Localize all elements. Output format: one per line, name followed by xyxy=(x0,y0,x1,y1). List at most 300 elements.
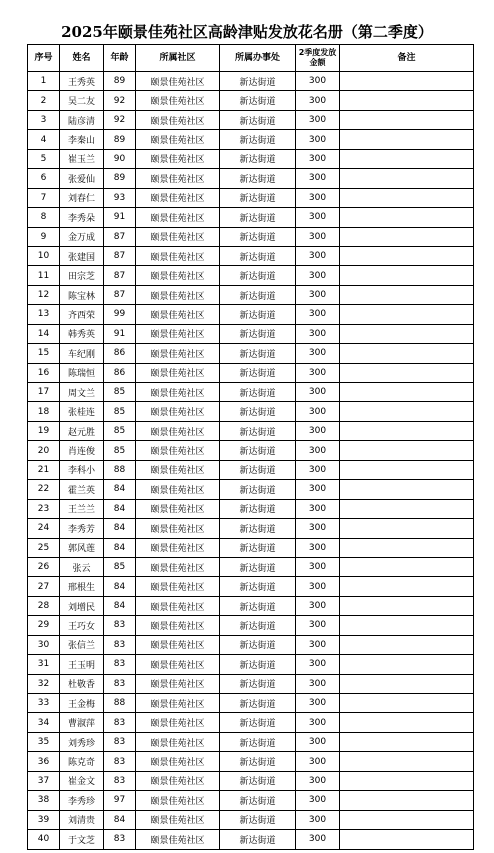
cell-name: 刘增民 xyxy=(60,596,104,615)
cell-serial-number: 8 xyxy=(28,208,60,227)
cell-office: 新达街道 xyxy=(220,383,296,402)
table-row xyxy=(28,169,474,188)
cell-remarks xyxy=(340,752,474,771)
cell-name: 李秦山 xyxy=(60,130,104,149)
cell-age: 89 xyxy=(104,130,136,149)
cell-amount: 300 xyxy=(296,130,340,149)
cell-name: 齐西荣 xyxy=(60,305,104,324)
table-row xyxy=(28,344,474,363)
cell-community: 颐景佳苑社区 xyxy=(136,674,220,693)
cell-amount: 300 xyxy=(296,110,340,129)
subsidy-roster-table xyxy=(27,44,474,850)
cell-community: 颐景佳苑社区 xyxy=(136,830,220,849)
cell-serial-number: 28 xyxy=(28,596,60,615)
cell-amount: 300 xyxy=(296,246,340,265)
cell-name: 王巧女 xyxy=(60,616,104,635)
cell-amount: 300 xyxy=(296,421,340,440)
cell-name: 陈克奇 xyxy=(60,752,104,771)
cell-amount: 300 xyxy=(296,635,340,654)
cell-amount: 300 xyxy=(296,149,340,168)
cell-amount: 300 xyxy=(296,791,340,810)
cell-amount: 300 xyxy=(296,188,340,207)
cell-amount: 300 xyxy=(296,383,340,402)
cell-age: 91 xyxy=(104,324,136,343)
cell-serial-number: 37 xyxy=(28,771,60,790)
cell-community: 颐景佳苑社区 xyxy=(136,596,220,615)
cell-age: 83 xyxy=(104,674,136,693)
cell-office: 新达街道 xyxy=(220,713,296,732)
header-name: 姓名 xyxy=(60,45,104,72)
cell-amount: 300 xyxy=(296,810,340,829)
cell-community: 颐景佳苑社区 xyxy=(136,91,220,110)
cell-name: 周文兰 xyxy=(60,383,104,402)
cell-serial-number: 5 xyxy=(28,149,60,168)
cell-age: 85 xyxy=(104,421,136,440)
cell-amount: 300 xyxy=(296,694,340,713)
cell-remarks xyxy=(340,363,474,382)
cell-office: 新达街道 xyxy=(220,305,296,324)
cell-amount: 300 xyxy=(296,713,340,732)
cell-remarks xyxy=(340,110,474,129)
cell-office: 新达街道 xyxy=(220,577,296,596)
cell-amount: 300 xyxy=(296,266,340,285)
cell-office: 新达街道 xyxy=(220,91,296,110)
cell-age: 88 xyxy=(104,460,136,479)
cell-serial-number: 38 xyxy=(28,791,60,810)
cell-age: 92 xyxy=(104,91,136,110)
table-row xyxy=(28,246,474,265)
cell-age: 91 xyxy=(104,208,136,227)
cell-office: 新达街道 xyxy=(220,752,296,771)
cell-amount: 300 xyxy=(296,305,340,324)
cell-age: 84 xyxy=(104,480,136,499)
cell-name: 刘秀珍 xyxy=(60,732,104,751)
cell-serial-number: 12 xyxy=(28,285,60,304)
cell-remarks xyxy=(340,771,474,790)
cell-serial-number: 23 xyxy=(28,499,60,518)
cell-community: 颐景佳苑社区 xyxy=(136,577,220,596)
cell-office: 新达街道 xyxy=(220,402,296,421)
table-row xyxy=(28,732,474,751)
cell-community: 颐景佳苑社区 xyxy=(136,169,220,188)
cell-serial-number: 13 xyxy=(28,305,60,324)
cell-remarks xyxy=(340,227,474,246)
cell-name: 韩秀英 xyxy=(60,324,104,343)
table-row xyxy=(28,383,474,402)
cell-office: 新达街道 xyxy=(220,830,296,849)
table-row xyxy=(28,596,474,615)
cell-office: 新达街道 xyxy=(220,635,296,654)
cell-remarks xyxy=(340,557,474,576)
table-row xyxy=(28,694,474,713)
table-row xyxy=(28,655,474,674)
table-row xyxy=(28,266,474,285)
cell-serial-number: 4 xyxy=(28,130,60,149)
cell-name: 张爱仙 xyxy=(60,169,104,188)
cell-name: 吴二友 xyxy=(60,91,104,110)
cell-age: 87 xyxy=(104,285,136,304)
table-row xyxy=(28,188,474,207)
cell-office: 新达街道 xyxy=(220,344,296,363)
cell-community: 颐景佳苑社区 xyxy=(136,791,220,810)
cell-name: 崔金文 xyxy=(60,771,104,790)
cell-remarks xyxy=(340,538,474,557)
cell-name: 王玉明 xyxy=(60,655,104,674)
cell-name: 李秀珍 xyxy=(60,791,104,810)
cell-name: 李秀芳 xyxy=(60,519,104,538)
table-row xyxy=(28,324,474,343)
cell-serial-number: 22 xyxy=(28,480,60,499)
cell-office: 新达街道 xyxy=(220,169,296,188)
cell-name: 杜敬香 xyxy=(60,674,104,693)
cell-remarks xyxy=(340,285,474,304)
cell-amount: 300 xyxy=(296,324,340,343)
cell-remarks xyxy=(340,713,474,732)
cell-serial-number: 29 xyxy=(28,616,60,635)
cell-serial-number: 17 xyxy=(28,383,60,402)
cell-remarks xyxy=(340,596,474,615)
cell-remarks xyxy=(340,402,474,421)
cell-remarks xyxy=(340,246,474,265)
cell-age: 83 xyxy=(104,635,136,654)
cell-remarks xyxy=(340,519,474,538)
cell-amount: 300 xyxy=(296,344,340,363)
cell-office: 新达街道 xyxy=(220,694,296,713)
cell-name: 于文芝 xyxy=(60,830,104,849)
cell-name: 崔玉兰 xyxy=(60,149,104,168)
cell-office: 新达街道 xyxy=(220,363,296,382)
cell-remarks xyxy=(340,188,474,207)
table-row xyxy=(28,538,474,557)
cell-amount: 300 xyxy=(296,830,340,849)
cell-amount: 300 xyxy=(296,732,340,751)
cell-office: 新达街道 xyxy=(220,130,296,149)
cell-name: 张建国 xyxy=(60,246,104,265)
cell-community: 颐景佳苑社区 xyxy=(136,149,220,168)
table-row xyxy=(28,752,474,771)
cell-age: 83 xyxy=(104,830,136,849)
cell-office: 新达街道 xyxy=(220,285,296,304)
table-row xyxy=(28,616,474,635)
cell-community: 颐景佳苑社区 xyxy=(136,557,220,576)
table-row xyxy=(28,713,474,732)
cell-serial-number: 30 xyxy=(28,635,60,654)
table-row xyxy=(28,149,474,168)
cell-office: 新达街道 xyxy=(220,460,296,479)
table-header-row xyxy=(28,45,474,72)
cell-community: 颐景佳苑社区 xyxy=(136,208,220,227)
cell-age: 85 xyxy=(104,557,136,576)
cell-community: 颐景佳苑社区 xyxy=(136,110,220,129)
cell-community: 颐景佳苑社区 xyxy=(136,402,220,421)
cell-office: 新达街道 xyxy=(220,810,296,829)
cell-remarks xyxy=(340,830,474,849)
table-row xyxy=(28,110,474,129)
table-row xyxy=(28,674,474,693)
cell-age: 83 xyxy=(104,655,136,674)
cell-serial-number: 24 xyxy=(28,519,60,538)
cell-community: 颐景佳苑社区 xyxy=(136,285,220,304)
cell-name: 陈宝林 xyxy=(60,285,104,304)
cell-amount: 300 xyxy=(296,169,340,188)
cell-age: 87 xyxy=(104,246,136,265)
cell-name: 张信兰 xyxy=(60,635,104,654)
cell-serial-number: 14 xyxy=(28,324,60,343)
cell-remarks xyxy=(340,694,474,713)
cell-age: 97 xyxy=(104,791,136,810)
cell-community: 颐景佳苑社区 xyxy=(136,130,220,149)
cell-serial-number: 36 xyxy=(28,752,60,771)
cell-community: 颐景佳苑社区 xyxy=(136,441,220,460)
cell-remarks xyxy=(340,169,474,188)
cell-name: 王兰兰 xyxy=(60,499,104,518)
cell-community: 颐景佳苑社区 xyxy=(136,344,220,363)
document-title: 2025年颐景佳苑社区高龄津贴发放花名册（第二季度） xyxy=(61,23,433,41)
cell-name: 张云 xyxy=(60,557,104,576)
cell-name: 王秀英 xyxy=(60,72,104,91)
cell-remarks xyxy=(340,655,474,674)
cell-office: 新达街道 xyxy=(220,732,296,751)
cell-amount: 300 xyxy=(296,557,340,576)
cell-community: 颐景佳苑社区 xyxy=(136,655,220,674)
cell-remarks xyxy=(340,208,474,227)
cell-office: 新达街道 xyxy=(220,616,296,635)
cell-office: 新达街道 xyxy=(220,480,296,499)
cell-community: 颐景佳苑社区 xyxy=(136,732,220,751)
cell-name: 田宗芝 xyxy=(60,266,104,285)
cell-community: 颐景佳苑社区 xyxy=(136,305,220,324)
cell-name: 陆彦清 xyxy=(60,110,104,129)
header-serial-number: 序号 xyxy=(28,45,60,72)
cell-age: 85 xyxy=(104,441,136,460)
cell-serial-number: 9 xyxy=(28,227,60,246)
table-row xyxy=(28,519,474,538)
cell-age: 83 xyxy=(104,771,136,790)
cell-name: 郭风莲 xyxy=(60,538,104,557)
cell-office: 新达街道 xyxy=(220,519,296,538)
cell-age: 86 xyxy=(104,363,136,382)
cell-name: 邢根生 xyxy=(60,577,104,596)
cell-age: 89 xyxy=(104,72,136,91)
header-sub-district-office: 所属办事处 xyxy=(220,45,296,72)
cell-community: 颐景佳苑社区 xyxy=(136,421,220,440)
cell-community: 颐景佳苑社区 xyxy=(136,538,220,557)
cell-community: 颐景佳苑社区 xyxy=(136,480,220,499)
cell-office: 新达街道 xyxy=(220,791,296,810)
cell-serial-number: 32 xyxy=(28,674,60,693)
cell-community: 颐景佳苑社区 xyxy=(136,246,220,265)
cell-community: 颐景佳苑社区 xyxy=(136,519,220,538)
cell-remarks xyxy=(340,91,474,110)
cell-serial-number: 39 xyxy=(28,810,60,829)
cell-serial-number: 27 xyxy=(28,577,60,596)
cell-office: 新达街道 xyxy=(220,557,296,576)
cell-amount: 300 xyxy=(296,674,340,693)
cell-community: 颐景佳苑社区 xyxy=(136,266,220,285)
cell-office: 新达街道 xyxy=(220,246,296,265)
cell-community: 颐景佳苑社区 xyxy=(136,363,220,382)
cell-name: 刘清贵 xyxy=(60,810,104,829)
cell-amount: 300 xyxy=(296,771,340,790)
table-row xyxy=(28,460,474,479)
cell-remarks xyxy=(340,130,474,149)
cell-serial-number: 10 xyxy=(28,246,60,265)
cell-remarks xyxy=(340,635,474,654)
cell-name: 陈瑞恒 xyxy=(60,363,104,382)
cell-name: 王金梅 xyxy=(60,694,104,713)
cell-remarks xyxy=(340,324,474,343)
cell-remarks xyxy=(340,305,474,324)
cell-serial-number: 7 xyxy=(28,188,60,207)
cell-age: 99 xyxy=(104,305,136,324)
cell-age: 86 xyxy=(104,344,136,363)
cell-serial-number: 25 xyxy=(28,538,60,557)
cell-serial-number: 11 xyxy=(28,266,60,285)
cell-community: 颐景佳苑社区 xyxy=(136,72,220,91)
cell-serial-number: 19 xyxy=(28,421,60,440)
cell-community: 颐景佳苑社区 xyxy=(136,383,220,402)
cell-age: 83 xyxy=(104,616,136,635)
cell-office: 新达街道 xyxy=(220,441,296,460)
cell-name: 霍兰英 xyxy=(60,480,104,499)
table-row xyxy=(28,130,474,149)
cell-remarks xyxy=(340,441,474,460)
cell-age: 90 xyxy=(104,149,136,168)
table-row xyxy=(28,810,474,829)
cell-amount: 300 xyxy=(296,91,340,110)
cell-office: 新达街道 xyxy=(220,324,296,343)
cell-amount: 300 xyxy=(296,538,340,557)
cell-remarks xyxy=(340,421,474,440)
table-row xyxy=(28,557,474,576)
cell-amount: 300 xyxy=(296,480,340,499)
table-row xyxy=(28,363,474,382)
cell-community: 颐景佳苑社区 xyxy=(136,324,220,343)
cell-amount: 300 xyxy=(296,655,340,674)
cell-age: 84 xyxy=(104,596,136,615)
cell-age: 87 xyxy=(104,227,136,246)
cell-community: 颐景佳苑社区 xyxy=(136,635,220,654)
cell-remarks xyxy=(340,460,474,479)
cell-age: 84 xyxy=(104,519,136,538)
cell-remarks xyxy=(340,266,474,285)
cell-community: 颐景佳苑社区 xyxy=(136,771,220,790)
cell-age: 83 xyxy=(104,732,136,751)
cell-community: 颐景佳苑社区 xyxy=(136,810,220,829)
cell-age: 92 xyxy=(104,110,136,129)
cell-serial-number: 31 xyxy=(28,655,60,674)
cell-amount: 300 xyxy=(296,402,340,421)
cell-name: 金万成 xyxy=(60,227,104,246)
cell-age: 85 xyxy=(104,383,136,402)
cell-amount: 300 xyxy=(296,596,340,615)
cell-community: 颐景佳苑社区 xyxy=(136,188,220,207)
cell-amount: 300 xyxy=(296,519,340,538)
table-row xyxy=(28,305,474,324)
cell-serial-number: 1 xyxy=(28,72,60,91)
cell-remarks xyxy=(340,810,474,829)
cell-serial-number: 35 xyxy=(28,732,60,751)
cell-name: 张桂连 xyxy=(60,402,104,421)
cell-remarks xyxy=(340,480,474,499)
table-body xyxy=(28,72,474,850)
cell-age: 84 xyxy=(104,577,136,596)
header-q2-amount: 2季度发放金额 xyxy=(296,45,340,72)
cell-age: 89 xyxy=(104,169,136,188)
cell-serial-number: 21 xyxy=(28,460,60,479)
cell-office: 新达街道 xyxy=(220,674,296,693)
header-community: 所属社区 xyxy=(136,45,220,72)
cell-amount: 300 xyxy=(296,72,340,91)
table-row xyxy=(28,480,474,499)
cell-community: 颐景佳苑社区 xyxy=(136,616,220,635)
cell-community: 颐景佳苑社区 xyxy=(136,460,220,479)
table-row xyxy=(28,635,474,654)
cell-amount: 300 xyxy=(296,616,340,635)
cell-name: 车纪刚 xyxy=(60,344,104,363)
cell-serial-number: 20 xyxy=(28,441,60,460)
cell-remarks xyxy=(340,499,474,518)
cell-office: 新达街道 xyxy=(220,208,296,227)
cell-age: 88 xyxy=(104,694,136,713)
cell-name: 肖连俊 xyxy=(60,441,104,460)
cell-office: 新达街道 xyxy=(220,596,296,615)
cell-remarks xyxy=(340,72,474,91)
cell-community: 颐景佳苑社区 xyxy=(136,752,220,771)
table-row xyxy=(28,577,474,596)
cell-amount: 300 xyxy=(296,363,340,382)
cell-amount: 300 xyxy=(296,441,340,460)
cell-office: 新达街道 xyxy=(220,149,296,168)
cell-serial-number: 16 xyxy=(28,363,60,382)
cell-office: 新达街道 xyxy=(220,655,296,674)
cell-office: 新达街道 xyxy=(220,110,296,129)
cell-amount: 300 xyxy=(296,460,340,479)
table-row xyxy=(28,208,474,227)
table-row xyxy=(28,771,474,790)
cell-community: 颐景佳苑社区 xyxy=(136,227,220,246)
cell-amount: 300 xyxy=(296,499,340,518)
cell-office: 新达街道 xyxy=(220,538,296,557)
cell-remarks xyxy=(340,732,474,751)
cell-community: 颐景佳苑社区 xyxy=(136,694,220,713)
cell-remarks xyxy=(340,791,474,810)
cell-office: 新达街道 xyxy=(220,421,296,440)
cell-serial-number: 33 xyxy=(28,694,60,713)
cell-age: 87 xyxy=(104,266,136,285)
cell-amount: 300 xyxy=(296,577,340,596)
table-row xyxy=(28,72,474,91)
cell-remarks xyxy=(340,616,474,635)
cell-amount: 300 xyxy=(296,227,340,246)
cell-serial-number: 2 xyxy=(28,91,60,110)
cell-age: 84 xyxy=(104,499,136,518)
cell-office: 新达街道 xyxy=(220,266,296,285)
cell-name: 李秀朵 xyxy=(60,208,104,227)
table-row xyxy=(28,421,474,440)
cell-name: 曹淑萍 xyxy=(60,713,104,732)
cell-office: 新达街道 xyxy=(220,771,296,790)
cell-age: 93 xyxy=(104,188,136,207)
cell-serial-number: 40 xyxy=(28,830,60,849)
cell-name: 李科小 xyxy=(60,460,104,479)
cell-name: 赵元胜 xyxy=(60,421,104,440)
cell-office: 新达街道 xyxy=(220,72,296,91)
cell-serial-number: 34 xyxy=(28,713,60,732)
table-row xyxy=(28,830,474,849)
table-row xyxy=(28,285,474,304)
cell-remarks xyxy=(340,344,474,363)
